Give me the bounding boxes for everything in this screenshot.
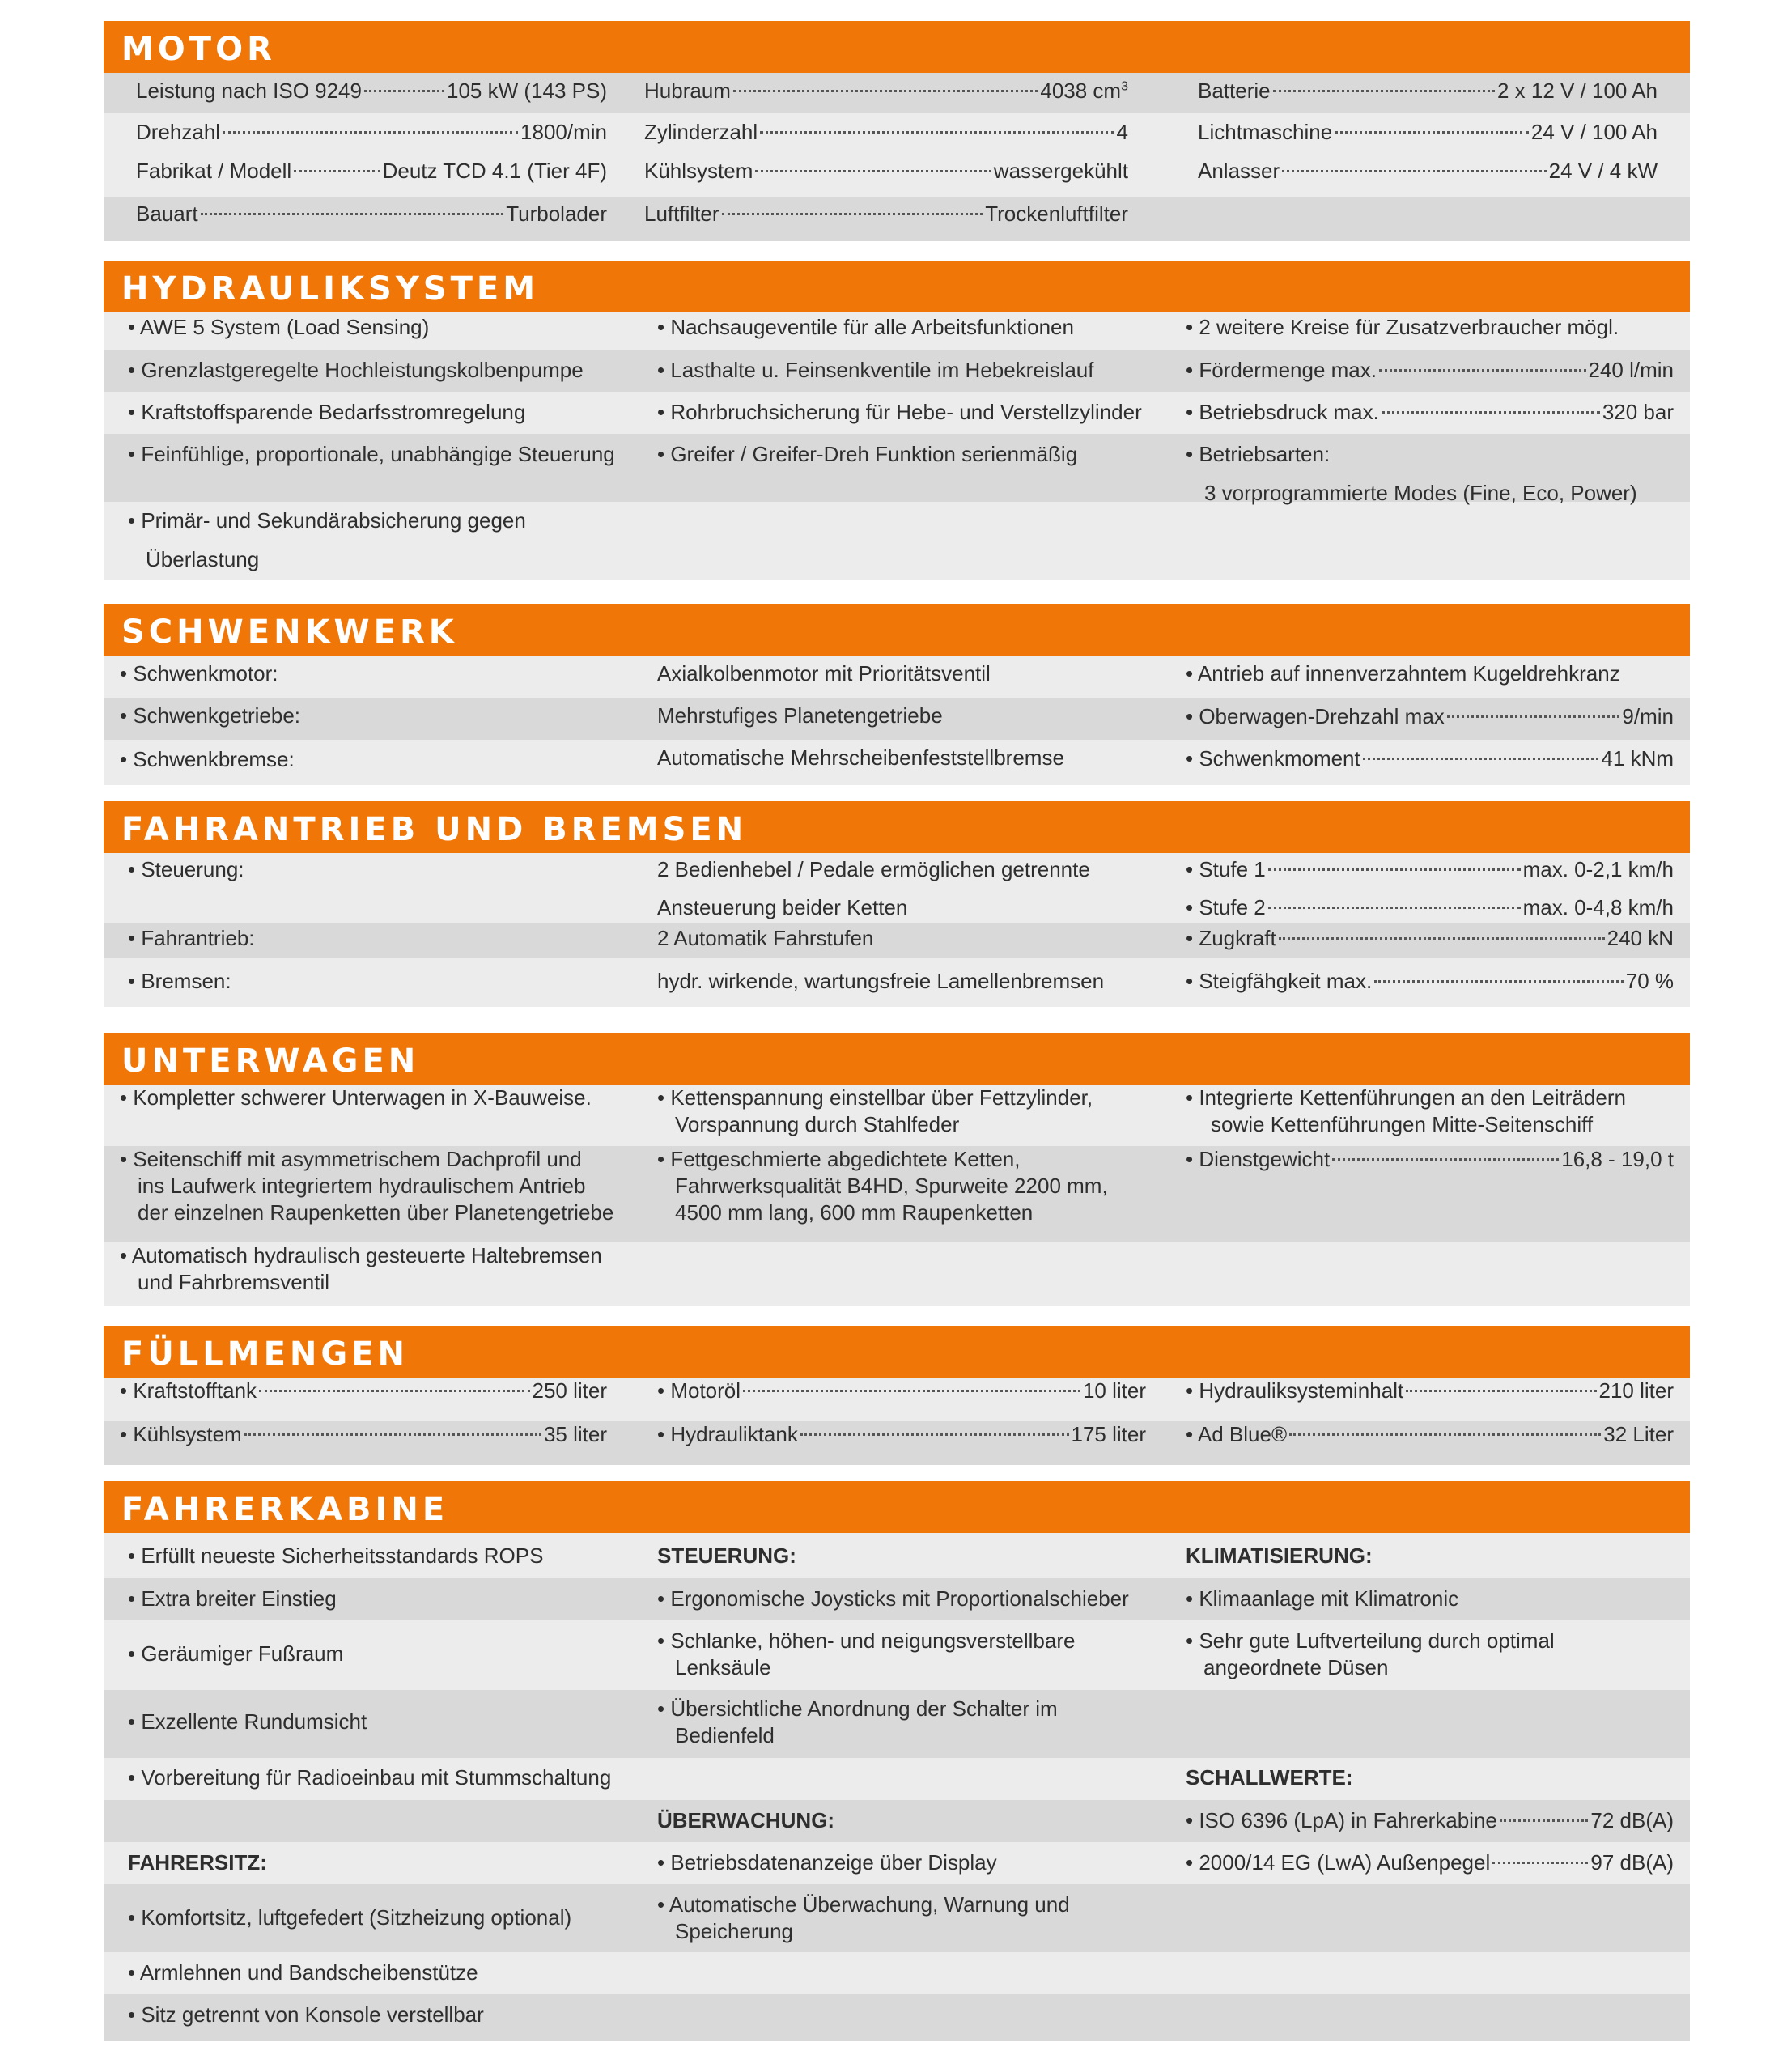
spec-hydrauliksysteminhalt: • Hydrauliksysteminhalt 210 liter [1186,1378,1674,1403]
list-item: Mehrstufiges Planetengetriebe [657,703,943,728]
spec-zylinderzahl: Zylinderzahl 4 [644,120,1128,144]
list-item: • Bremsen: [128,969,231,993]
list-item: • Komfortsitz, luftgefedert (Sitzheizung optional) [128,1905,572,1930]
list-item: • Primär- und Sekundärabsicherung gegen [128,508,526,533]
list-item: • Seitenschiff mit asymmetrischem Dachprofil und [120,1147,582,1171]
list-item: Lenksäule [675,1655,771,1679]
section-fahrantrieb [104,801,1690,1007]
spec-schwenkmoment: • Schwenkmoment 41 kNm [1186,746,1674,771]
spec-dienstgewicht: • Dienstgewicht 16,8 - 19,0 t [1186,1147,1674,1171]
subheading-klimatisierung: KLIMATISIERUNG: [1186,1543,1373,1568]
section-title-fuellmengen: FÜLLMENGEN [104,1326,1690,1378]
spec-zugkraft: • Zugkraft 240 kN [1186,926,1674,950]
list-item: • Schwenkmotor: [120,661,278,686]
list-item: • Extra breiter Einstieg [128,1586,337,1611]
spec-kuehlsystem: Kühlsystem wassergekühlt [644,159,1128,183]
list-item: • Sitz getrennt von Konsole verstellbar [128,2002,484,2027]
spec-iso-6396: • ISO 6396 (LpA) in Fahrerkabine 72 dB(A) [1186,1808,1674,1832]
list-item: • Ergonomische Joysticks mit Proportionalschieber [657,1586,1129,1611]
spec-steigfaehigkeit: • Steigfähgkeit max. 70 % [1186,969,1674,993]
list-item: Fahrwerksqualität B4HD, Spurweite 2200 mm, [675,1174,1108,1198]
list-item: Axialkolbenmotor mit Prioritätsventil [657,661,991,686]
list-item: • Klimaanlage mit Klimatronic [1186,1586,1459,1611]
spec-luftfilter: Luftfilter Trockenluftfilter [644,202,1128,226]
spec-lichtmaschine: Lichtmaschine 24 V / 100 Ah [1198,120,1658,144]
list-item: • Automatisch hydraulisch gesteuerte Haltebremsen [120,1243,602,1267]
list-item: • Kompletter schwerer Unterwagen in X-Bauweise. [120,1085,592,1110]
list-item: • Fahrantrieb: [128,926,255,950]
section-hydraulik [104,261,1690,580]
list-item: • Lasthalte u. Feinsenkventile im Hebekreislauf [657,358,1094,382]
section-unterwagen [104,1033,1690,1306]
list-item: • Integrierte Kettenführungen an den Leiträdern [1186,1085,1626,1110]
spec-stufe-1: • Stufe 1 max. 0-2,1 km/h [1186,857,1674,881]
subheading-ueberwachung: ÜBERWACHUNG: [657,1808,835,1832]
list-item: Ansteuerung beider Ketten [657,895,908,919]
list-item: • Erfüllt neueste Sicherheitsstandards ROPS [128,1543,544,1568]
section-schwenkwerk [104,604,1690,785]
list-item: angeordnete Düsen [1203,1655,1389,1679]
list-item: Automatische Mehrscheibenfeststellbremse [657,745,1064,770]
list-item: • Betriebsdatenanzeige über Display [657,1850,997,1875]
list-item: • Übersichtliche Anordnung der Schalter im [657,1696,1058,1721]
list-item: 3 vorprogrammierte Modes (Fine, Eco, Power) [1204,481,1637,505]
spec-stufe-2: • Stufe 2 max. 0-4,8 km/h [1186,895,1674,919]
list-item: • Antrieb auf innenverzahntem Kugeldrehkranz [1186,661,1620,686]
list-item: • Armlehnen und Bandscheibenstütze [128,1960,478,1985]
spec-kuehlsystem: • Kühlsystem 35 liter [120,1422,607,1446]
list-item: • Kraftstoffsparende Bedarfsstromregelung [128,400,526,424]
spec-foerdermenge: • Fördermenge max. 240 l/min [1186,358,1674,382]
list-item: • AWE 5 System (Load Sensing) [128,315,430,339]
spec-kraftstofftank: • Kraftstofftank 250 liter [120,1378,607,1403]
list-item: • Automatische Überwachung, Warnung und [657,1892,1070,1917]
list-item: • Nachsaugeventile für alle Arbeitsfunktionen [657,315,1074,339]
list-item: • Schwenkbremse: [120,747,295,771]
list-item: • Exzellente Rundumsicht [128,1709,367,1734]
spec-2000-14-eg: • 2000/14 EG (LwA) Außenpegel 97 dB(A) [1186,1850,1674,1875]
list-item: • Vorbereitung für Radioeinbau mit Stummschaltung [128,1765,612,1790]
list-item: • Rohrbruchsicherung für Hebe- und Verstellzylinder [657,400,1142,424]
list-item: 4500 mm lang, 600 mm Raupenketten [675,1200,1034,1225]
section-motor [104,21,1690,241]
section-title-fahrerkabine: FAHRERKABINE [104,1481,1690,1533]
spec-batterie: Batterie 2 x 12 V / 100 Ah [1198,79,1658,103]
spec-motoroel: • Motoröl 10 liter [657,1378,1146,1403]
section-title-unterwagen: UNTERWAGEN [104,1033,1690,1085]
list-item: • 2 weitere Kreise für Zusatzverbraucher mögl. [1186,315,1619,339]
subheading-steuerung: STEUERUNG: [657,1543,796,1568]
list-item: der einzelnen Raupenketten über Planetengetriebe [138,1200,614,1225]
list-item: Vorspannung durch Stahlfeder [675,1112,960,1136]
list-item: • Betriebsarten: [1186,442,1331,466]
spec-oberwagen-drehzahl: • Oberwagen-Drehzahl max 9/min [1186,704,1674,728]
list-item: • Schlanke, höhen- und neigungsverstellbare [657,1628,1076,1653]
spec-leistung: Leistung nach ISO 9249 105 kW (143 PS) [136,79,607,103]
section-fuellmengen [104,1326,1690,1465]
list-item: und Fahrbremsventil [138,1270,329,1294]
section-fahrerkabine [104,1481,1690,2041]
list-item: sowie Kettenführungen Mitte-Seitenschiff [1211,1112,1594,1136]
spec-betriebsdruck: • Betriebsdruck max. 320 bar [1186,400,1674,424]
list-item: • Greifer / Greifer-Dreh Funktion serienmäßig [657,442,1078,466]
list-item: Bedienfeld [675,1723,775,1747]
spec-hubraum: Hubraum 4038 $cm^3$ [644,79,1128,103]
section-title-schwenkwerk: SCHWENKWERK [104,604,1690,656]
section-title-hydraulik: HYDRAULIKSYSTEM [104,261,1690,312]
list-item: 2 Automatik Fahrstufen [657,926,874,950]
spec-bauart: Bauart Turbolader [136,202,607,226]
list-item: hydr. wirkende, wartungsfreie Lamellenbremsen [657,969,1105,993]
list-item: • Fettgeschmierte abgedichtete Ketten, [657,1147,1021,1171]
list-item: Überlastung [146,547,260,571]
subheading-fahrersitz: FAHRERSITZ: [128,1850,267,1875]
section-title-fahrantrieb: FAHRANTRIEB UND BREMSEN [104,801,1690,853]
list-item: Speicherung [675,1919,793,1943]
spec-hydrauliktank: • Hydrauliktank 175 liter [657,1422,1146,1446]
list-item: • Grenzlastgeregelte Hochleistungskolbenpumpe [128,358,584,382]
list-item: • Schwenkgetriebe: [120,703,301,728]
spec-ad-blue: • Ad Blue® 32 Liter [1186,1422,1674,1446]
spec-fabrikat: Fabrikat / Modell Deutz TCD 4.1 (Tier 4F) [136,159,607,183]
list-item: • Sehr gute Luftverteilung durch optimal [1186,1628,1555,1653]
section-title-motor: MOTOR [104,21,1690,73]
list-item: • Steuerung: [128,857,244,881]
spec-drehzahl: Drehzahl 1800/min [136,120,607,144]
spec-anlasser: Anlasser 24 V / 4 kW [1198,159,1658,183]
list-item: • Geräumiger Fußraum [128,1641,344,1666]
list-item: • Feinfühlige, proportionale, unabhängige Steuerung [128,442,615,466]
list-item: • Kettenspannung einstellbar über Fettzylinder, [657,1085,1093,1110]
list-item: ins Laufwerk integriertem hydraulischem Antrieb [138,1174,586,1198]
list-item: 2 Bedienhebel / Pedale ermöglichen getrennte [657,857,1090,881]
subheading-schallwerte: SCHALLWERTE: [1186,1765,1353,1790]
